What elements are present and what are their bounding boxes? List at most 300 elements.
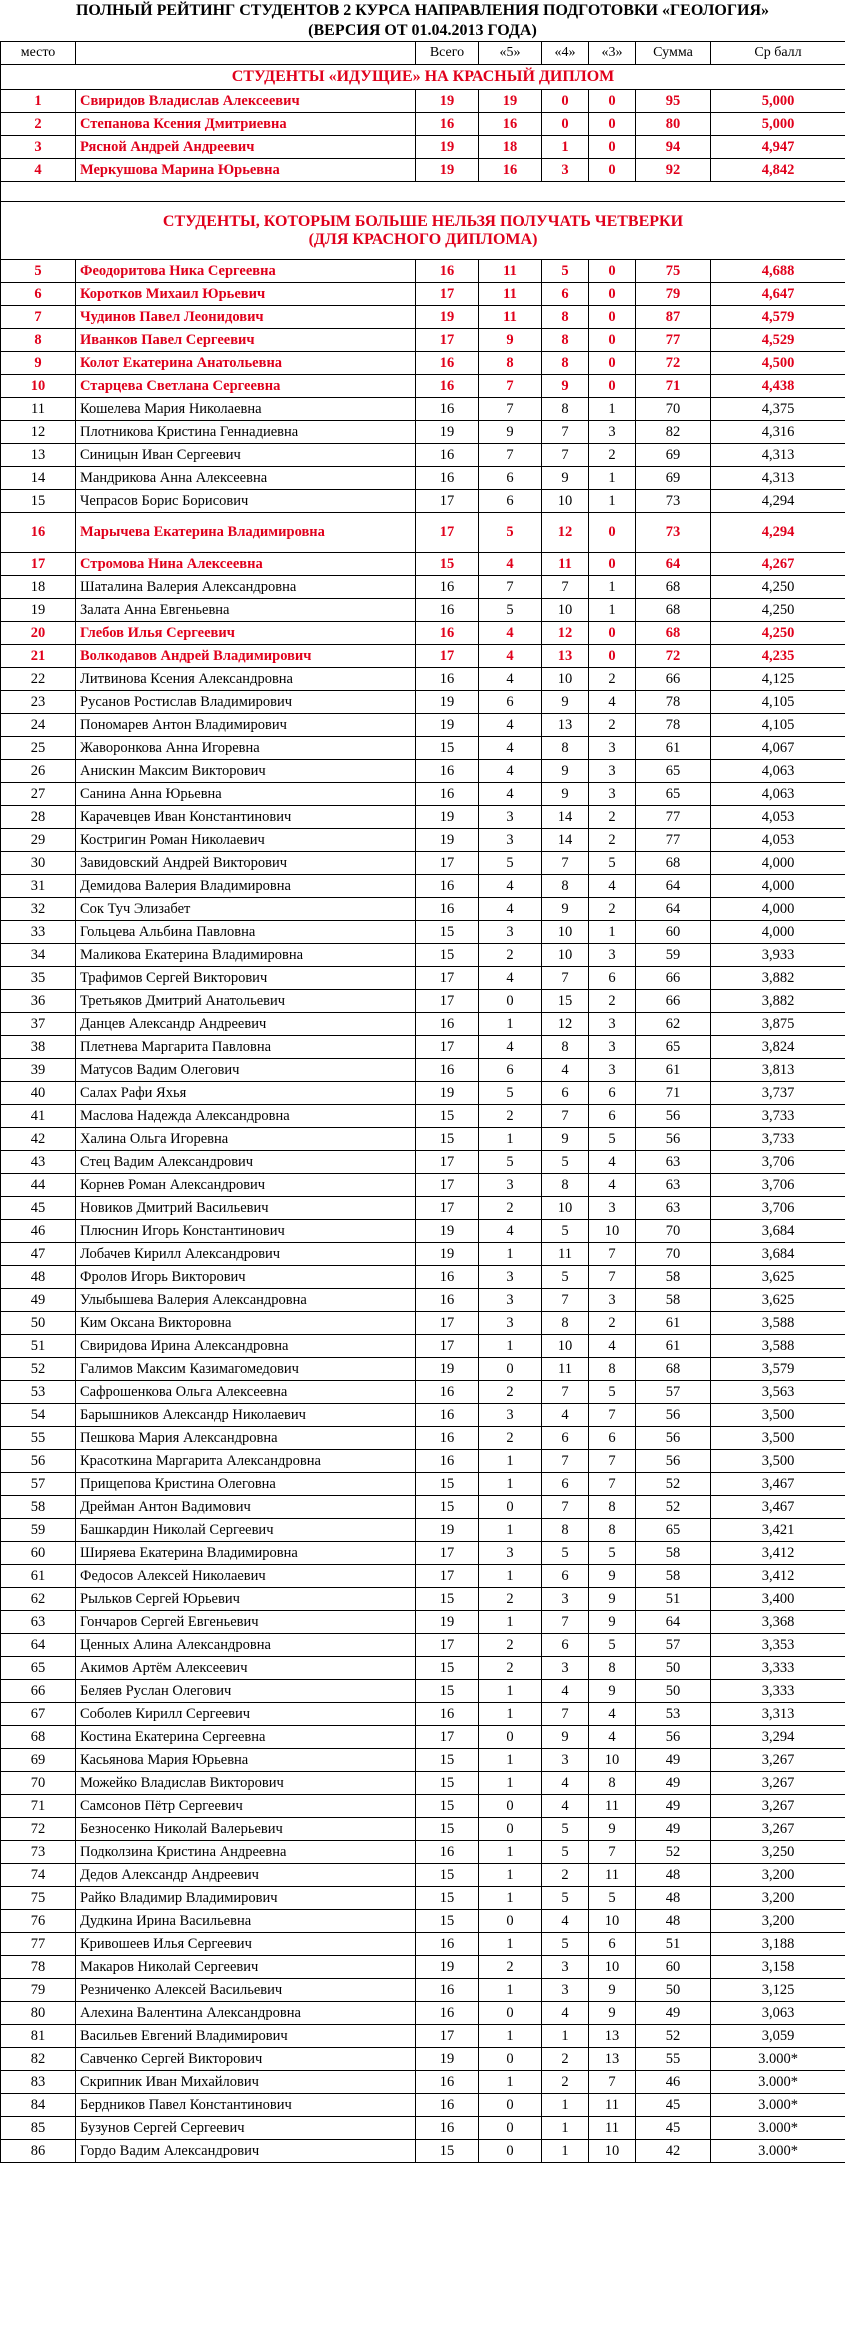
total-cell: 19 — [416, 1243, 479, 1266]
name-cell: Дрейман Антон Вадимович — [76, 1496, 416, 1519]
fives-cell: 4 — [479, 760, 542, 783]
average-cell: 4,105 — [711, 714, 845, 737]
name-cell: Шаталина Валерия Александровна — [76, 576, 416, 599]
sum-cell: 48 — [636, 1910, 711, 1933]
total-cell: 16 — [416, 1703, 479, 1726]
table-row — [1, 444, 845, 467]
place-cell: 45 — [1, 1197, 76, 1220]
threes-cell: 2 — [589, 444, 636, 467]
place-cell: 62 — [1, 1588, 76, 1611]
threes-cell: 5 — [589, 1381, 636, 1404]
table-row — [1, 467, 845, 490]
fours-cell: 13 — [542, 645, 589, 668]
table-row — [1, 668, 845, 691]
threes-cell: 11 — [589, 2117, 636, 2140]
fours-cell: 10 — [542, 921, 589, 944]
threes-cell: 9 — [589, 1979, 636, 2002]
total-cell: 15 — [416, 553, 479, 576]
sum-cell: 68 — [636, 622, 711, 645]
threes-cell: 13 — [589, 2025, 636, 2048]
place-cell: 70 — [1, 1772, 76, 1795]
fives-cell: 3 — [479, 1404, 542, 1427]
sum-cell: 80 — [636, 113, 711, 136]
table-row — [1, 1542, 845, 1565]
header-sum: Сумма — [636, 42, 711, 65]
total-cell: 16 — [416, 375, 479, 398]
fives-cell: 1 — [479, 1565, 542, 1588]
fours-cell: 4 — [542, 1680, 589, 1703]
name-cell: Новиков Дмитрий Васильевич — [76, 1197, 416, 1220]
threes-cell: 0 — [589, 329, 636, 352]
threes-cell: 4 — [589, 1151, 636, 1174]
total-cell: 19 — [416, 1611, 479, 1634]
name-cell: Савченко Сергей Викторович — [76, 2048, 416, 2071]
table-row — [1, 159, 845, 182]
place-cell: 28 — [1, 806, 76, 829]
average-cell: 3.000* — [711, 2048, 845, 2071]
threes-cell: 7 — [589, 2071, 636, 2094]
fours-cell: 7 — [542, 1611, 589, 1634]
table-row — [1, 2071, 845, 2094]
fives-cell: 8 — [479, 352, 542, 375]
fives-cell: 2 — [479, 1197, 542, 1220]
total-cell: 16 — [416, 2117, 479, 2140]
sum-cell: 52 — [636, 2025, 711, 2048]
total-cell: 16 — [416, 113, 479, 136]
threes-cell: 10 — [589, 1956, 636, 1979]
fives-cell: 1 — [479, 1703, 542, 1726]
average-cell: 3,588 — [711, 1335, 845, 1358]
sum-cell: 68 — [636, 599, 711, 622]
fives-cell: 1 — [479, 1611, 542, 1634]
fours-cell: 6 — [542, 1565, 589, 1588]
place-cell: 31 — [1, 875, 76, 898]
table-row — [1, 1312, 845, 1335]
fours-cell: 5 — [542, 1887, 589, 1910]
place-cell: 32 — [1, 898, 76, 921]
threes-cell: 2 — [589, 990, 636, 1013]
average-cell: 4,250 — [711, 599, 845, 622]
fives-cell: 1 — [479, 1473, 542, 1496]
name-cell: Улыбышева Валерия Александровна — [76, 1289, 416, 1312]
fours-cell: 9 — [542, 783, 589, 806]
threes-cell: 9 — [589, 1588, 636, 1611]
average-cell: 3,412 — [711, 1542, 845, 1565]
name-cell: Гончаров Сергей Евгеньевич — [76, 1611, 416, 1634]
place-cell: 86 — [1, 2140, 76, 2163]
sum-cell: 61 — [636, 1059, 711, 1082]
threes-cell: 0 — [589, 90, 636, 113]
fives-cell: 11 — [479, 306, 542, 329]
fives-cell: 9 — [479, 329, 542, 352]
threes-cell: 4 — [589, 1703, 636, 1726]
total-cell: 16 — [416, 444, 479, 467]
place-cell: 57 — [1, 1473, 76, 1496]
place-cell: 17 — [1, 553, 76, 576]
fours-cell: 7 — [542, 421, 589, 444]
fours-cell: 8 — [542, 875, 589, 898]
fives-cell: 1 — [479, 2025, 542, 2048]
total-cell: 19 — [416, 421, 479, 444]
name-cell: Третьяков Дмитрий Анатольевич — [76, 990, 416, 1013]
average-cell: 4,316 — [711, 421, 845, 444]
total-cell: 19 — [416, 806, 479, 829]
average-cell: 3,400 — [711, 1588, 845, 1611]
spacer-cell — [1, 182, 845, 202]
header-fives: «5» — [479, 42, 542, 65]
total-cell: 15 — [416, 1749, 479, 1772]
average-cell: 3,875 — [711, 1013, 845, 1036]
threes-cell: 0 — [589, 283, 636, 306]
average-cell: 3.000* — [711, 2140, 845, 2163]
average-cell: 3,200 — [711, 1887, 845, 1910]
total-cell: 15 — [416, 1772, 479, 1795]
name-cell: Санина Анна Юрьевна — [76, 783, 416, 806]
threes-cell: 11 — [589, 1795, 636, 1818]
place-cell: 35 — [1, 967, 76, 990]
sum-cell: 65 — [636, 783, 711, 806]
threes-cell: 5 — [589, 1634, 636, 1657]
sum-cell: 58 — [636, 1289, 711, 1312]
place-cell: 51 — [1, 1335, 76, 1358]
fours-cell: 6 — [542, 1634, 589, 1657]
name-cell: Плетнева Маргарита Павловна — [76, 1036, 416, 1059]
sum-cell: 50 — [636, 1680, 711, 1703]
threes-cell: 8 — [589, 1496, 636, 1519]
threes-cell: 5 — [589, 852, 636, 875]
place-cell: 66 — [1, 1680, 76, 1703]
place-cell: 59 — [1, 1519, 76, 1542]
average-cell: 3,813 — [711, 1059, 845, 1082]
average-cell: 4,125 — [711, 668, 845, 691]
place-cell: 74 — [1, 1864, 76, 1887]
threes-cell: 1 — [589, 599, 636, 622]
average-cell: 3.000* — [711, 2071, 845, 2094]
threes-cell: 5 — [589, 1542, 636, 1565]
average-cell: 4,500 — [711, 352, 845, 375]
fives-cell: 1 — [479, 1519, 542, 1542]
place-cell: 34 — [1, 944, 76, 967]
table-row — [1, 1266, 845, 1289]
table-row — [1, 806, 845, 829]
table-row — [1, 875, 845, 898]
threes-cell: 13 — [589, 2048, 636, 2071]
sum-cell: 49 — [636, 2002, 711, 2025]
fives-cell: 18 — [479, 136, 542, 159]
threes-cell: 4 — [589, 1726, 636, 1749]
threes-cell: 3 — [589, 783, 636, 806]
table-row — [1, 783, 845, 806]
name-cell: Безносенко Николай Валерьевич — [76, 1818, 416, 1841]
total-cell: 16 — [416, 467, 479, 490]
threes-cell: 0 — [589, 136, 636, 159]
total-cell: 17 — [416, 329, 479, 352]
fives-cell: 0 — [479, 2048, 542, 2071]
total-cell: 19 — [416, 1082, 479, 1105]
total-cell: 19 — [416, 829, 479, 852]
average-cell: 3,706 — [711, 1174, 845, 1197]
fours-cell: 3 — [542, 1657, 589, 1680]
average-cell: 4,235 — [711, 645, 845, 668]
name-cell: Галимов Максим Казимагомедович — [76, 1358, 416, 1381]
name-cell: Степанова Ксения Дмитриевна — [76, 113, 416, 136]
total-cell: 16 — [416, 668, 479, 691]
section-1-title: СТУДЕНТЫ «ИДУЩИЕ» НА КРАСНЫЙ ДИПЛОМ — [1, 65, 845, 90]
sum-cell: 57 — [636, 1381, 711, 1404]
fours-cell: 10 — [542, 668, 589, 691]
fives-cell: 6 — [479, 1059, 542, 1082]
fives-cell: 2 — [479, 1427, 542, 1450]
fours-cell: 9 — [542, 760, 589, 783]
header-average: Ср балл — [711, 42, 845, 65]
total-cell: 15 — [416, 944, 479, 967]
name-cell: Костина Екатерина Сергеевна — [76, 1726, 416, 1749]
threes-cell: 1 — [589, 921, 636, 944]
threes-cell: 7 — [589, 1404, 636, 1427]
sum-cell: 49 — [636, 1749, 711, 1772]
threes-cell: 0 — [589, 513, 636, 553]
total-cell: 17 — [416, 990, 479, 1013]
fours-cell: 0 — [542, 90, 589, 113]
threes-cell: 3 — [589, 760, 636, 783]
table-row — [1, 1082, 845, 1105]
threes-cell: 2 — [589, 668, 636, 691]
name-cell: Рыльков Сергей Юрьевич — [76, 1588, 416, 1611]
fours-cell: 1 — [542, 2094, 589, 2117]
table-row — [1, 1496, 845, 1519]
place-cell: 55 — [1, 1427, 76, 1450]
fours-cell: 0 — [542, 113, 589, 136]
average-cell: 3,882 — [711, 967, 845, 990]
average-cell: 4,294 — [711, 513, 845, 553]
threes-cell: 4 — [589, 875, 636, 898]
total-cell: 16 — [416, 1013, 479, 1036]
fives-cell: 3 — [479, 921, 542, 944]
sum-cell: 60 — [636, 1956, 711, 1979]
sum-cell: 78 — [636, 714, 711, 737]
fives-cell: 1 — [479, 1335, 542, 1358]
place-cell: 27 — [1, 783, 76, 806]
fours-cell: 8 — [542, 329, 589, 352]
table-row — [1, 260, 845, 283]
fours-cell: 10 — [542, 1335, 589, 1358]
threes-cell: 9 — [589, 1611, 636, 1634]
average-cell: 4,000 — [711, 852, 845, 875]
table-row — [1, 1841, 845, 1864]
name-cell: Коротков Михаил Юрьевич — [76, 283, 416, 306]
sum-cell: 71 — [636, 1082, 711, 1105]
place-cell: 73 — [1, 1841, 76, 1864]
fours-cell: 7 — [542, 967, 589, 990]
average-cell: 3,267 — [711, 1795, 845, 1818]
place-cell: 48 — [1, 1266, 76, 1289]
threes-cell: 1 — [589, 398, 636, 421]
table-row — [1, 283, 845, 306]
threes-cell: 3 — [589, 737, 636, 760]
table-row — [1, 1611, 845, 1634]
fives-cell: 7 — [479, 444, 542, 467]
table-row — [1, 1358, 845, 1381]
name-cell: Свиридов Владислав Алексеевич — [76, 90, 416, 113]
sum-cell: 94 — [636, 136, 711, 159]
table-row — [1, 1174, 845, 1197]
fives-cell: 4 — [479, 714, 542, 737]
sum-cell: 59 — [636, 944, 711, 967]
place-cell: 30 — [1, 852, 76, 875]
name-cell: Беляев Руслан Олегович — [76, 1680, 416, 1703]
fives-cell: 1 — [479, 1680, 542, 1703]
fours-cell: 10 — [542, 1197, 589, 1220]
average-cell: 4,647 — [711, 283, 845, 306]
name-cell: Подколзина Кристина Андреевна — [76, 1841, 416, 1864]
header-fours: «4» — [542, 42, 589, 65]
fives-cell: 2 — [479, 944, 542, 967]
place-cell: 10 — [1, 375, 76, 398]
place-cell: 37 — [1, 1013, 76, 1036]
threes-cell: 4 — [589, 1335, 636, 1358]
name-cell: Прищепова Кристина Олеговна — [76, 1473, 416, 1496]
name-cell: Рясной Андрей Андреевич — [76, 136, 416, 159]
sum-cell: 51 — [636, 1588, 711, 1611]
table-row — [1, 1657, 845, 1680]
title-line-2: (ВЕРСИЯ ОТ 01.04.2013 ГОДА) — [308, 22, 537, 39]
threes-cell: 7 — [589, 1450, 636, 1473]
place-cell: 24 — [1, 714, 76, 737]
place-cell: 21 — [1, 645, 76, 668]
table-row — [1, 2094, 845, 2117]
place-cell: 16 — [1, 513, 76, 553]
average-cell: 3,467 — [711, 1496, 845, 1519]
total-cell: 17 — [416, 1634, 479, 1657]
sum-cell: 78 — [636, 691, 711, 714]
fours-cell: 4 — [542, 1059, 589, 1082]
fours-cell: 10 — [542, 944, 589, 967]
fives-cell: 3 — [479, 829, 542, 852]
table-row — [1, 398, 845, 421]
table-row — [1, 1381, 845, 1404]
threes-cell: 3 — [589, 944, 636, 967]
name-cell: Касьянова Мария Юрьевна — [76, 1749, 416, 1772]
average-cell: 4,267 — [711, 553, 845, 576]
place-cell: 38 — [1, 1036, 76, 1059]
fours-cell: 4 — [542, 1772, 589, 1795]
table-row — [1, 1979, 845, 2002]
name-cell: Колот Екатерина Анатольевна — [76, 352, 416, 375]
table-row — [1, 1473, 845, 1496]
average-cell: 3.000* — [711, 2117, 845, 2140]
table-row — [1, 1910, 845, 1933]
average-cell: 3,200 — [711, 1864, 845, 1887]
average-cell: 3,267 — [711, 1818, 845, 1841]
threes-cell: 6 — [589, 1105, 636, 1128]
average-cell: 4,000 — [711, 875, 845, 898]
average-cell: 4,000 — [711, 898, 845, 921]
table-row — [1, 1335, 845, 1358]
sum-cell: 66 — [636, 990, 711, 1013]
place-cell: 49 — [1, 1289, 76, 1312]
total-cell: 15 — [416, 1864, 479, 1887]
name-cell: Русанов Ростислав Владимирович — [76, 691, 416, 714]
table-row — [1, 1956, 845, 1979]
threes-cell: 0 — [589, 645, 636, 668]
fours-cell: 7 — [542, 1105, 589, 1128]
threes-cell: 5 — [589, 1128, 636, 1151]
average-cell: 3,467 — [711, 1473, 845, 1496]
table-row — [1, 1197, 845, 1220]
threes-cell: 4 — [589, 1174, 636, 1197]
threes-cell: 2 — [589, 898, 636, 921]
name-cell: Глебов Илья Сергеевич — [76, 622, 416, 645]
fives-cell: 0 — [479, 2117, 542, 2140]
fours-cell: 4 — [542, 2002, 589, 2025]
table-row — [1, 1519, 845, 1542]
sum-cell: 52 — [636, 1496, 711, 1519]
total-cell: 16 — [416, 898, 479, 921]
name-cell: Карачевцев Иван Константинович — [76, 806, 416, 829]
header-name — [76, 42, 416, 65]
threes-cell: 7 — [589, 1841, 636, 1864]
fives-cell: 1 — [479, 1128, 542, 1151]
average-cell: 4,842 — [711, 159, 845, 182]
threes-cell: 1 — [589, 467, 636, 490]
fives-cell: 0 — [479, 2002, 542, 2025]
table-row — [1, 1151, 845, 1174]
table-row — [1, 113, 845, 136]
total-cell: 16 — [416, 576, 479, 599]
total-cell: 17 — [416, 1174, 479, 1197]
place-cell: 85 — [1, 2117, 76, 2140]
table-row — [1, 421, 845, 444]
threes-cell: 0 — [589, 352, 636, 375]
table-row — [1, 1059, 845, 1082]
place-cell: 40 — [1, 1082, 76, 1105]
name-cell: Литвинова Ксения Александровна — [76, 668, 416, 691]
total-cell: 15 — [416, 1887, 479, 1910]
fives-cell: 3 — [479, 1312, 542, 1335]
average-cell: 3,313 — [711, 1703, 845, 1726]
fives-cell: 4 — [479, 622, 542, 645]
average-cell: 3,500 — [711, 1450, 845, 1473]
sum-cell: 52 — [636, 1473, 711, 1496]
fives-cell: 0 — [479, 1795, 542, 1818]
name-cell: Васильев Евгений Владимирович — [76, 2025, 416, 2048]
place-cell: 8 — [1, 329, 76, 352]
total-cell: 19 — [416, 136, 479, 159]
place-cell: 58 — [1, 1496, 76, 1519]
threes-cell: 3 — [589, 1289, 636, 1312]
fours-cell: 9 — [542, 375, 589, 398]
place-cell: 29 — [1, 829, 76, 852]
total-cell: 17 — [416, 852, 479, 875]
place-cell: 76 — [1, 1910, 76, 1933]
total-cell: 15 — [416, 1657, 479, 1680]
total-cell: 16 — [416, 760, 479, 783]
threes-cell: 2 — [589, 829, 636, 852]
table-row — [1, 852, 845, 875]
fours-cell: 11 — [542, 1358, 589, 1381]
fours-cell: 7 — [542, 1703, 589, 1726]
sum-cell: 62 — [636, 1013, 711, 1036]
fives-cell: 2 — [479, 1634, 542, 1657]
sum-cell: 65 — [636, 760, 711, 783]
average-cell: 3,200 — [711, 1910, 845, 1933]
fours-cell: 7 — [542, 852, 589, 875]
fives-cell: 1 — [479, 1933, 542, 1956]
place-cell: 71 — [1, 1795, 76, 1818]
table-row — [1, 691, 845, 714]
threes-cell: 5 — [589, 1887, 636, 1910]
fives-cell: 4 — [479, 783, 542, 806]
